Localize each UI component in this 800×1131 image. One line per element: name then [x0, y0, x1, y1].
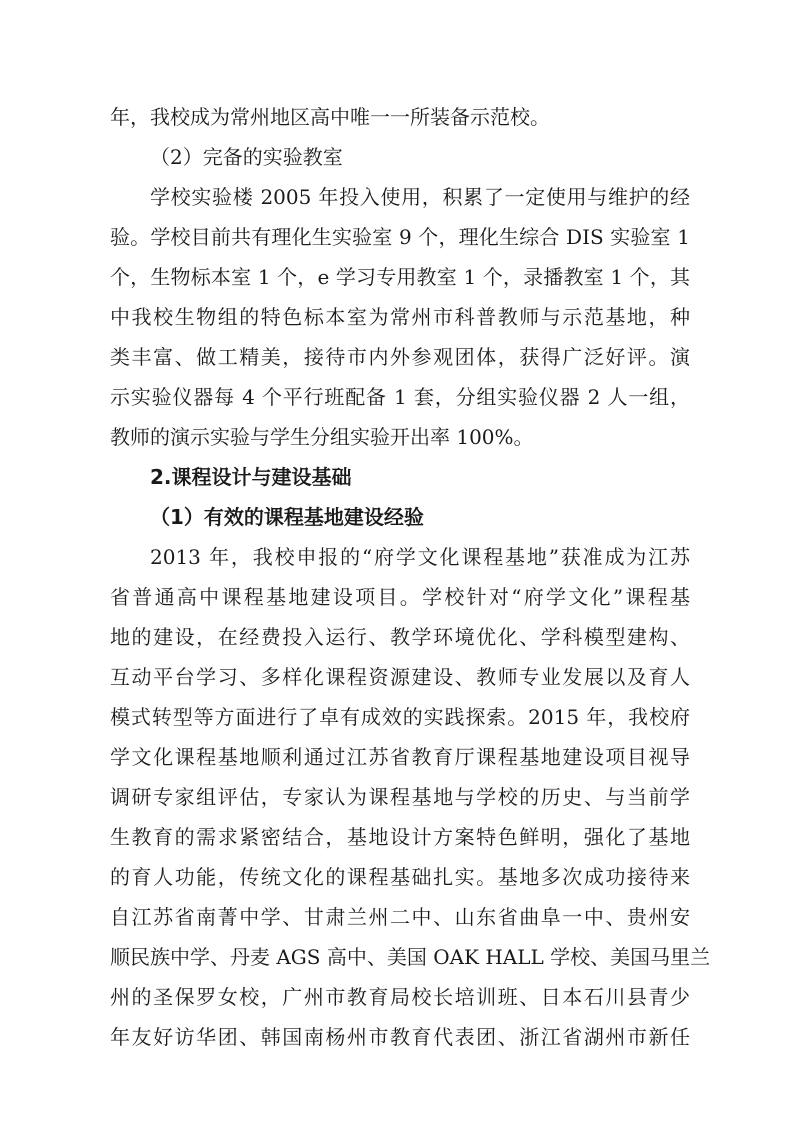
- paragraph-line: 省普通高中课程基地建设项目。学校针对“府学文化”课程基: [110, 585, 690, 609]
- paragraph-line: 验。学校目前共有理化生实验室 9 个，理化生综合 DIS 实验室 1: [110, 225, 690, 249]
- paragraph-line: 生教育的需求紧密结合，基地设计方案特色鲜明，强化了基地: [110, 825, 690, 849]
- paragraph-line: 年，我校成为常州地区高中唯一一所装备示范校。: [110, 105, 550, 129]
- subsection-heading: （1）有效的课程基地建设经验: [150, 505, 424, 529]
- paragraph-line: 类丰富、做工精美，接待市内外参观团体，获得广泛好评。演: [110, 345, 690, 369]
- paragraph-line: 学校实验楼 2005 年投入使用，积累了一定使用与维护的经: [150, 185, 690, 209]
- paragraph-line: 的育人功能，传统文化的课程基础扎实。基地多次成功接待来: [110, 865, 690, 889]
- paragraph-line: 2013 年，我校申报的“府学文化课程基地”获准成为江苏: [150, 545, 690, 569]
- paragraph-line: 学文化课程基地顺利通过江苏省教育厅课程基地建设项目视导: [110, 745, 690, 769]
- paragraph-line: 示实验仪器每 4 个平行班配备 1 套，分组实验仪器 2 人一组，: [110, 385, 690, 409]
- paragraph-line: 年友好访华团、韩国南杨州市教育代表团、浙江省湖州市新任: [110, 1025, 690, 1049]
- paragraph-line: 调研专家组评估，专家认为课程基地与学校的历史、与当前学: [110, 785, 690, 809]
- paragraph-line: 自江苏省南菁中学、甘肃兰州二中、山东省曲阜一中、贵州安: [110, 905, 690, 929]
- paragraph-line: 互动平台学习、多样化课程资源建设、教师专业发展以及育人: [110, 665, 690, 689]
- subsection-heading: （2）完备的实验教室: [150, 145, 343, 169]
- paragraph-line: 个，生物标本室 1 个，e 学习专用教室 1 个，录播教室 1 个，其: [110, 265, 690, 289]
- paragraph-line: 顺民族中学、丹麦 AGS 高中、美国 OAK HALL 学校、美国马里兰: [110, 945, 711, 969]
- paragraph-line: 教师的演示实验与学生分组实验开出率 100%。: [110, 425, 534, 449]
- paragraph-line: 模式转型等方面进行了卓有成效的实践探索。2015 年，我校府: [110, 705, 690, 729]
- paragraph-line: 州的圣保罗女校，广州市教育局校长培训班、日本石川县青少: [110, 985, 690, 1009]
- paragraph-line: 地的建设，在经费投入运行、教学环境优化、学科模型建构、: [110, 625, 690, 649]
- paragraph-line: 中我校生物组的特色标本室为常州市科普教师与示范基地，种: [110, 305, 690, 329]
- section-heading: 2.课程设计与建设基础: [150, 465, 352, 489]
